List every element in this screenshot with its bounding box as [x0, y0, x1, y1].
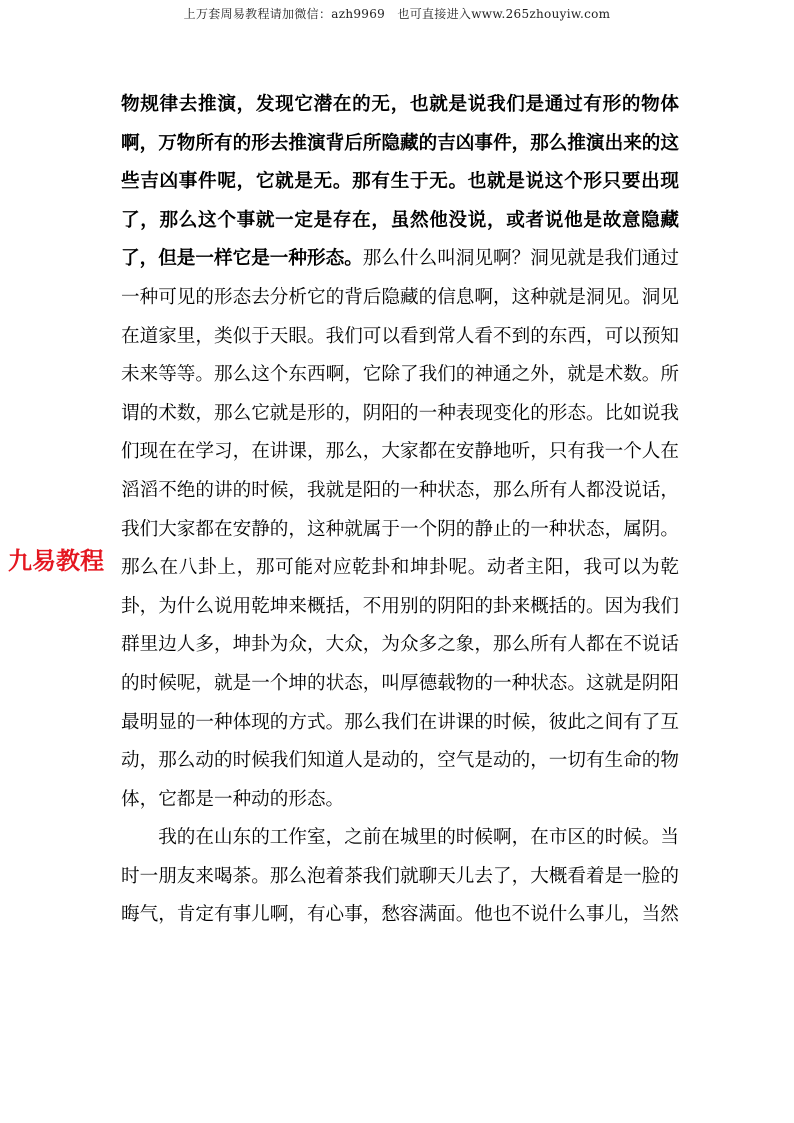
- page-header: 上万套周易教程请加微信：azh9969 也可直接进入www.265zhouyiw.com: [183, 7, 611, 21]
- bold-passage: 物规律去推演，发现它潜在的无，也就是说我们是通过有形的物体啊，万物所有的形去推演背后所隐藏的吉凶事件，那么推演出来的这些吉凶事件呢，它就是无。那有生于无。也就是说这个形只要出现了，那么这个事就一定是存在，虽然他没说，或者说他是故意隐藏了，但是一样它是一种形态。: [121, 94, 679, 270]
- paragraph: [121, 86, 679, 819]
- body-text: [121, 86, 679, 935]
- normal-passage: 我的在山东的工作室，之前在城里的时候啊，在市区的时候。当时一朋友来喝茶。那么泡着茶我们就聊天儿去了，大概看着是一脸的晦气，肯定有事儿啊，有心事，愁容满面。他也不说什么事儿，当然: [121, 827, 679, 926]
- watermark-logo: 九易教程: [8, 547, 104, 575]
- normal-passage: 那么什么叫洞见啊？洞见就是我们通过一种可见的形态去分析它的背后隐藏的信息啊，这种就是洞见。洞见在道家里，类似于天眼。我们可以看到常人看不到的东西，可以预知未来等等。那么这个东西啊，它除了我们的神通之外，就是术数。所谓的术数，那么它就是形的，阴阳的一种表现变化的形态。比如说我们现在在学习，在讲课，那么，大家都在安静地听，只有我一个人在滔滔不绝的讲的时候，我就是阳的一种状态，那么所有人都没说话，我们大家都在安静的，这种就属于一个阴的静止的一种状态，属阴。那么在八卦上，那可能对应乾卦和坤卦呢。动者主阳，我可以为乾卦，为什么说用乾坤来概括，不用别的阴阳的卦来概括的。因为我们群里边人多，坤卦为众，大众，为众多之象，那么所有人都在不说话的时候呢，就是一个坤的状态，叫厚德载物的一种状态。这就是阴阳最明显的一种体现的方式。那么我们在讲课的时候，彼此之间有了互动，那么动的时候我们知道人是动的，空气是动的，一切有生命的物体，它都是一种动的形态。: [121, 248, 679, 810]
- paragraph: [121, 819, 679, 935]
